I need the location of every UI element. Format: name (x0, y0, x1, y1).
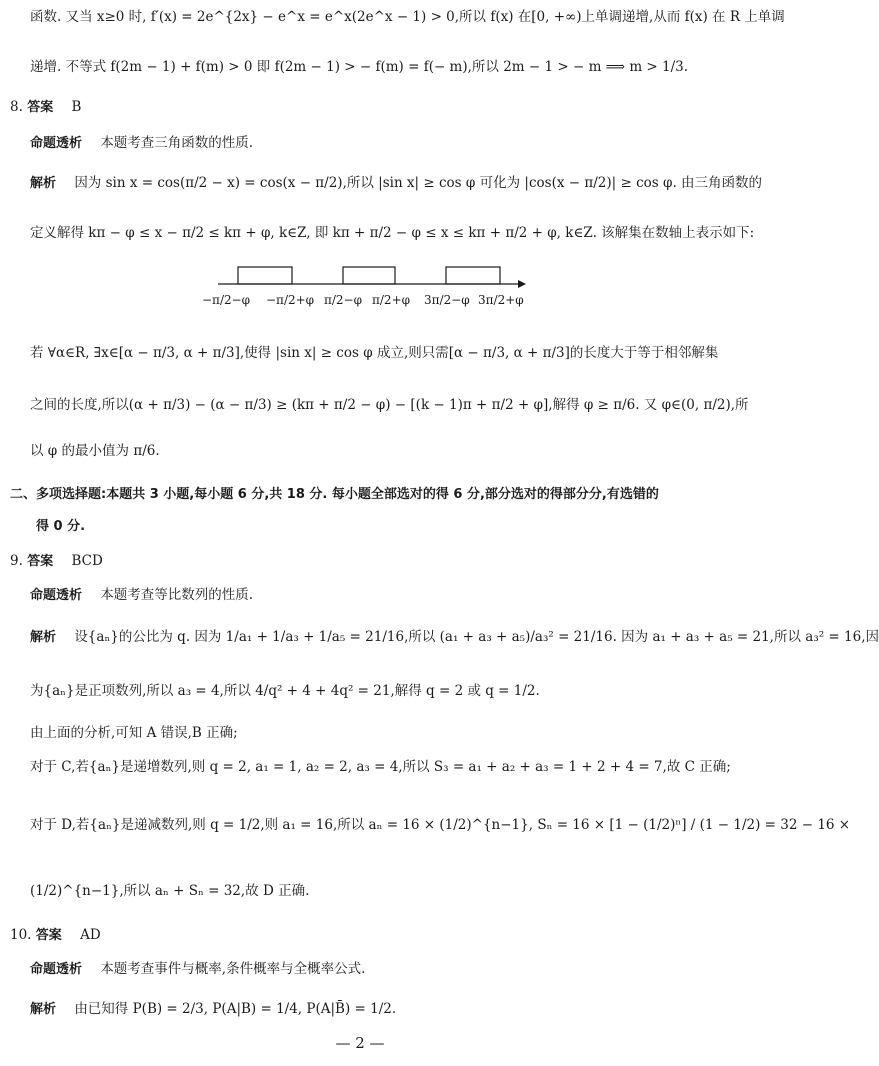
q9-answer-line (10, 550, 706, 573)
text-line: 递增. 不等式 f(2m − 1) + f(m) > 0 即 f(2m − 1) > − f(m) = f(− m),所以 2m − 1 > − m ⟹ m > 1/3. (30, 59, 689, 75)
solution-text: 设{aₙ}的公比为 q. 因为 1/a₁ + 1/a₃ + 1/a₅ = 21/16,所以 (a₁ + a₃ + a₅)/a₃² = 21/16. 因为 a₁ + a₃ + a₅ = 21,所以 a₃² = 16,因 (74, 629, 879, 645)
solution-text: 因为 sin x = cos(π/2 − x) = cos(x − π/2),所以 |sin x| ≥ cos φ 可化为 |cos(x − π/2)| ≥ cos φ. 由三角函数的 (74, 175, 763, 191)
question-number: 9. (10, 553, 23, 569)
q10-intent-line (30, 958, 706, 981)
intent-label: 命题透析 (30, 962, 83, 977)
axis-label: 3π/2−φ (424, 293, 470, 307)
text-line: 由上面的分析,可知 A 错误,B 正确; (30, 725, 238, 741)
answer-label: 答案 (35, 928, 62, 943)
solution-text: 由已知得 P(B) = 2/3, P(A|B) = 1/4, P(A|B̄) = 1/2. (74, 1001, 397, 1017)
q10-answer-line (10, 924, 706, 947)
solution-label: 解析 (30, 1002, 57, 1017)
solution-label: 解析 (30, 176, 57, 191)
solution-label: 解析 (30, 630, 57, 645)
q8-intent-line (30, 132, 706, 155)
axis-label: 3π/2+φ (478, 293, 524, 307)
intent-label: 命题透析 (30, 588, 83, 603)
answer-label: 答案 (27, 554, 54, 569)
section-heading: 二、多项选择题:本题共 3 小题,每小题 6 分,共 18 分. 每小题全部选对的得 6 分,部分选对的得部分分,有选错的 (10, 487, 659, 502)
answer-value: BCD (71, 553, 103, 569)
number-line-diagram (200, 262, 530, 322)
q8-solution-line (30, 172, 763, 195)
q10-solution-line (30, 998, 706, 1021)
intent-text: 本题考查等比数列的性质. (100, 587, 254, 603)
axis-label: π/2+φ (372, 293, 411, 307)
text-line: 函数. 又当 x≥0 时, f′(x) = 2e^{2x} − e^x = e^x(2e^x − 1) > 0,所以 f(x) 在[0, +∞)上单调递增,从而 f(x) 在 R 上单调 (30, 9, 785, 25)
question-number: 8. (10, 99, 23, 115)
intent-label: 命题透析 (30, 136, 83, 151)
answer-value: B (71, 99, 82, 115)
q9-solution-line (30, 626, 879, 649)
question-number: 10. (10, 927, 32, 943)
text-line: 之间的长度,所以(α + π/3) − (α − π/3) ≥ (kπ + π/2 − φ) − [(k − 1)π + π/2 + φ],解得 φ ≥ π/6. 又 φ∈(0, π/2),所 (30, 397, 749, 413)
q9-intent-line (30, 584, 706, 607)
text-line: 对于 D,若{aₙ}是递减数列,则 q = 1/2,则 a₁ = 16,所以 aₙ = 16 × (1/2)^{n−1}, Sₙ = 16 × [1 − (1/2)ⁿ] / (1 − 1/2) = 32 − 16 × (30, 817, 851, 833)
text-line: 对于 C,若{aₙ}是递增数列,则 q = 2, a₁ = 1, a₂ = 2, a₃ = 4,所以 S₃ = a₁ + a₂ + a₃ = 1 + 2 + 4 = 7,故 C 正确; (30, 759, 731, 775)
answer-value: AD (80, 927, 101, 943)
q8-answer-line (10, 96, 706, 119)
text-line: 为{aₙ}是正项数列,所以 a₃ = 4,所以 4/q² + 4 + 4q² = 21,解得 q = 2 或 q = 1/2. (30, 683, 540, 699)
axis-label: −π/2+φ (266, 293, 315, 307)
intent-text: 本题考查事件与概率,条件概率与全概率公式. (100, 961, 366, 977)
text-line: 以 φ 的最小值为 π/6. (30, 443, 160, 459)
text-line: 若 ∀α∈R, ∃x∈[α − π/3, α + π/3],使得 |sin x| ≥ cos φ 成立,则只需[α − π/3, α + π/3]的长度大于等于相邻解集 (30, 345, 719, 361)
page-number: — 2 — (335, 1034, 385, 1052)
answer-label: 答案 (27, 100, 54, 115)
section-heading-cont: 得 0 分. (36, 519, 86, 534)
axis-label: −π/2−φ (202, 293, 251, 307)
intent-text: 本题考查三角函数的性质. (100, 135, 254, 151)
axis-label: π/2−φ (324, 293, 363, 307)
text-line: (1/2)^{n−1},所以 aₙ + Sₙ = 32,故 D 正确. (30, 883, 310, 899)
text-line: 定义解得 kπ − φ ≤ x − π/2 ≤ kπ + φ, k∈Z, 即 kπ + π/2 − φ ≤ x ≤ kπ + π/2 + φ, k∈Z. 该解集在数轴上表示如下: (30, 225, 755, 241)
